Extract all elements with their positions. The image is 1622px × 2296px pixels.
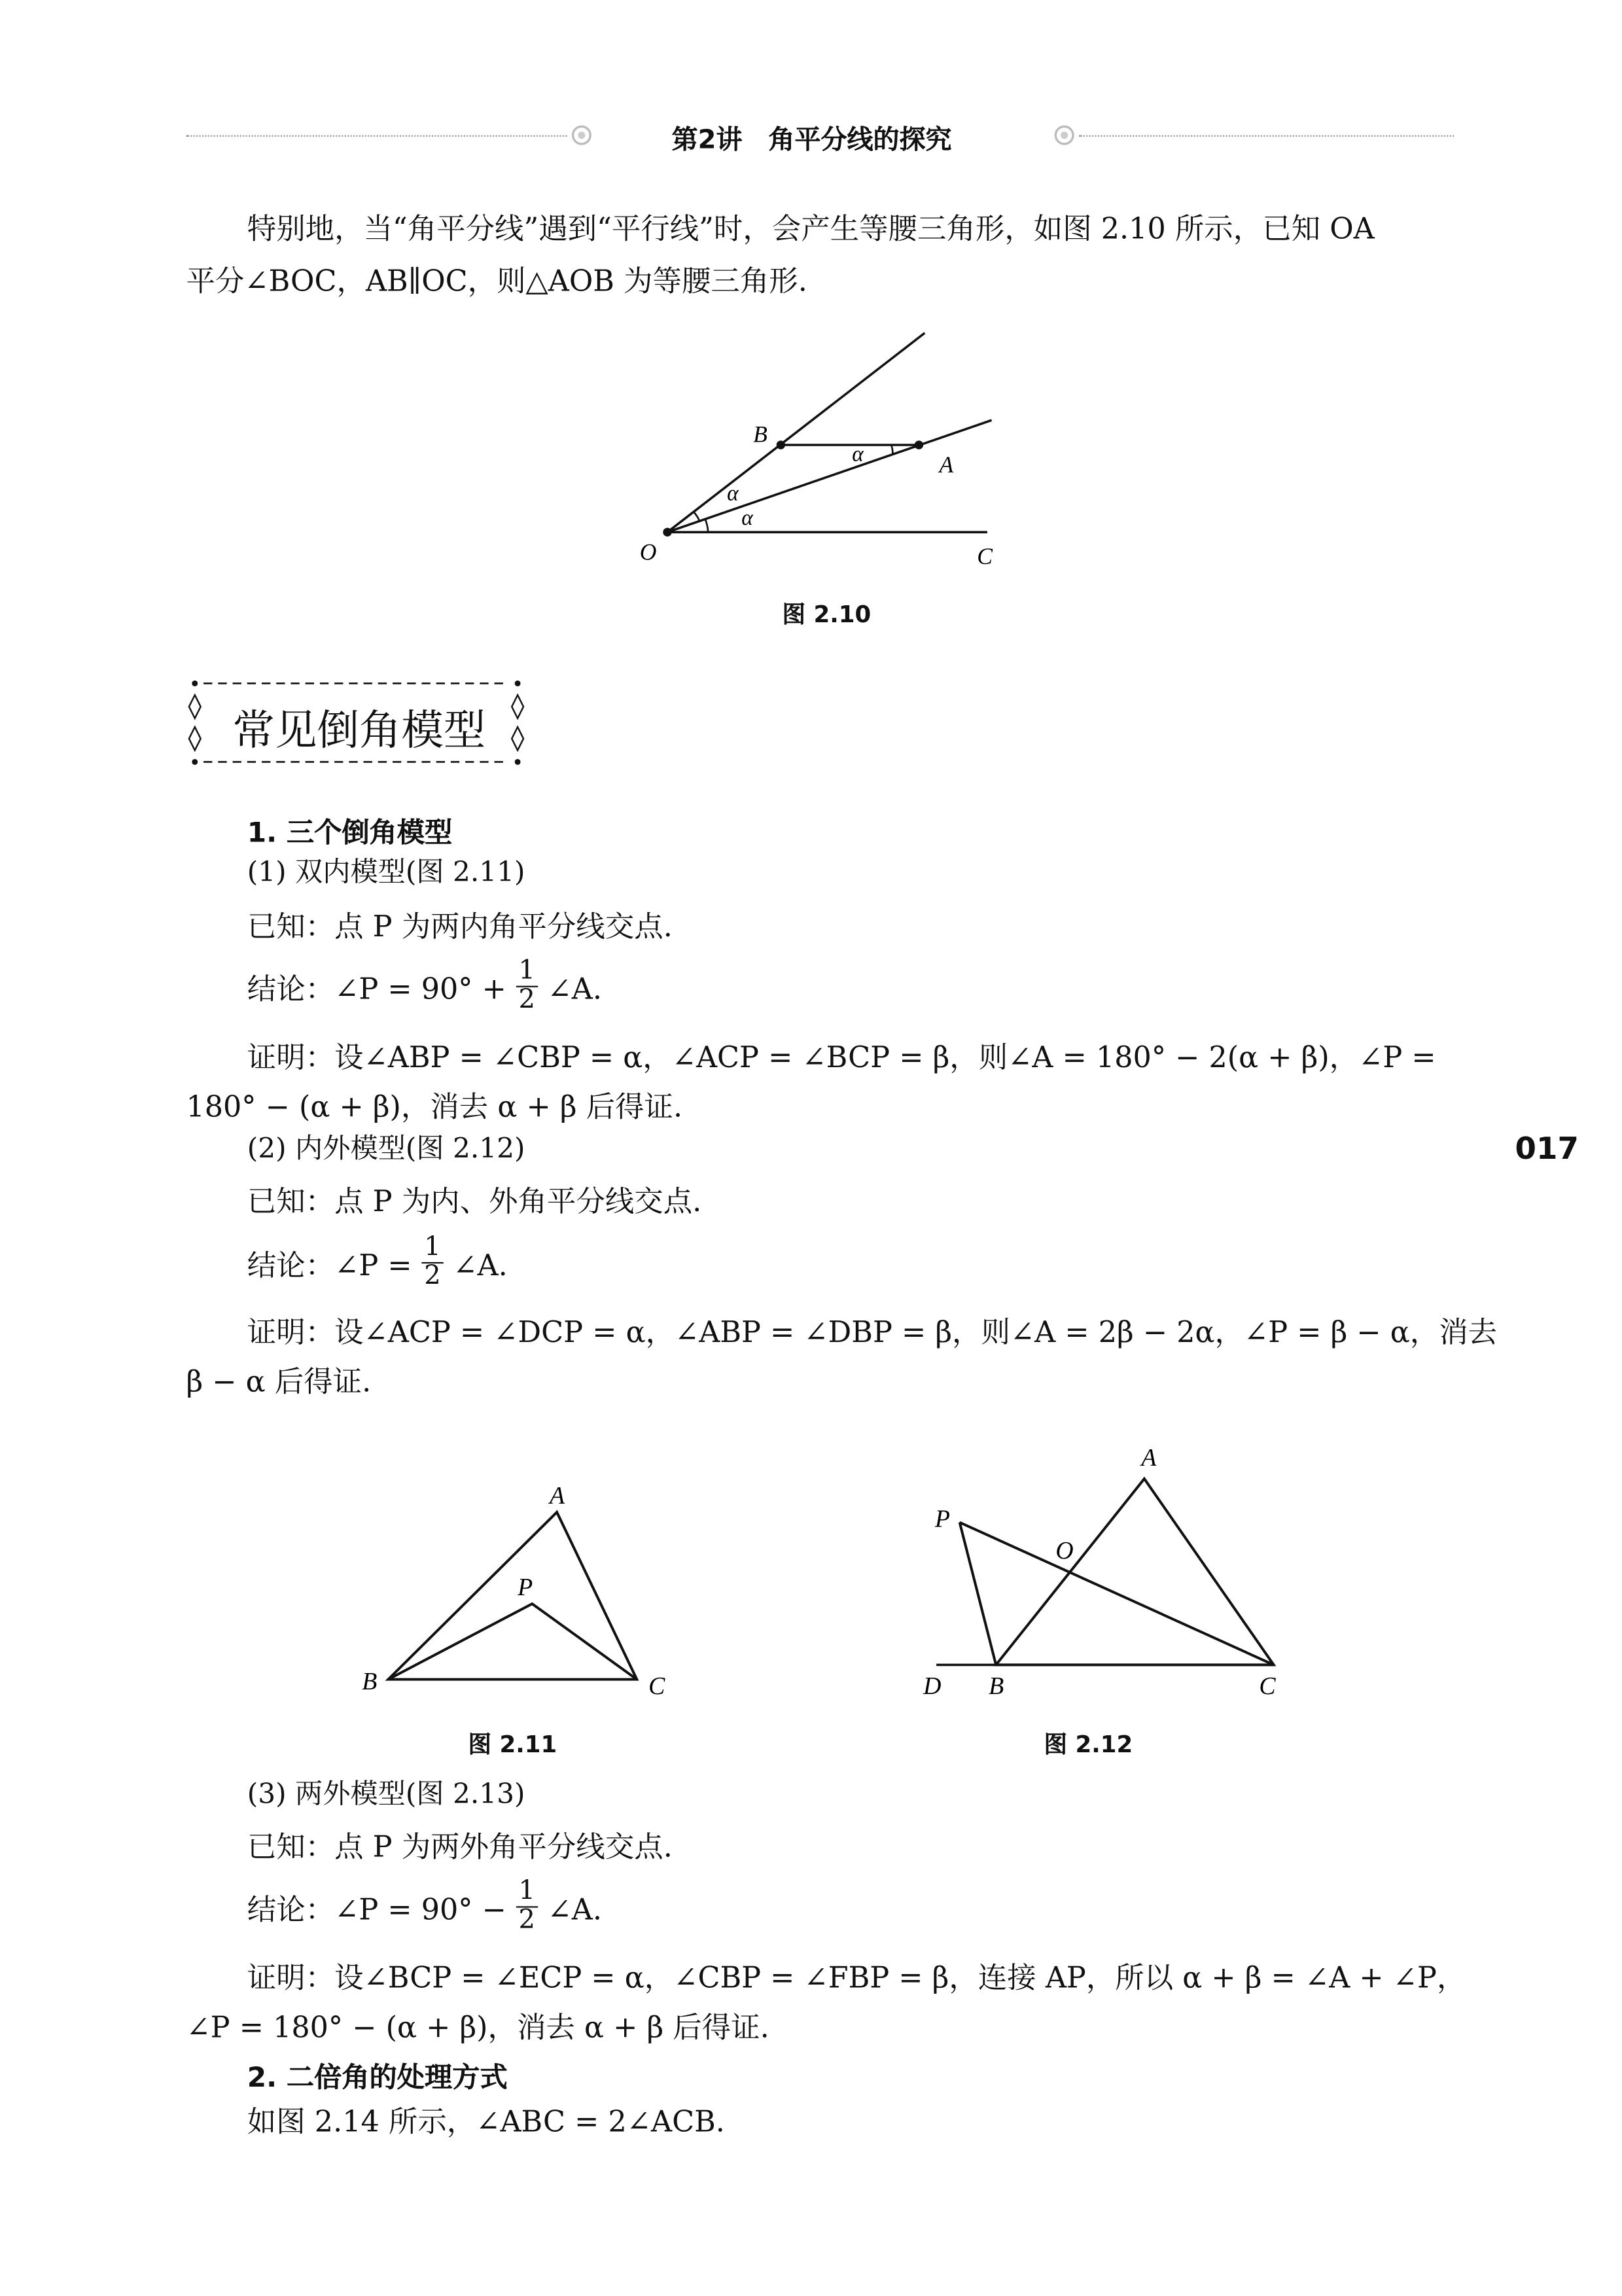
segment-pb bbox=[960, 1523, 996, 1665]
part1-heading: 1. 三个倒角模型 bbox=[247, 817, 453, 849]
model1-conclusion-text: 结论：∠P = 90° + bbox=[247, 971, 506, 1006]
part2-heading: 2. 二倍角的处理方式 bbox=[247, 2062, 508, 2094]
model3-known: 已知：点 P 为两外角平分线交点. bbox=[247, 1829, 673, 1864]
part2-line: 如图 2.14 所示，∠ABC = 2∠ACB. bbox=[247, 2104, 725, 2139]
model1-fraction-num: 1 bbox=[516, 959, 538, 987]
label-o: O bbox=[1055, 1537, 1074, 1565]
triangle-abc bbox=[996, 1479, 1273, 1665]
label-p: P bbox=[934, 1505, 950, 1533]
header-ornament-right-icon bbox=[1049, 122, 1078, 149]
figure-2-10 bbox=[626, 317, 1018, 578]
angle-arc-oa-oc bbox=[705, 519, 708, 532]
label-a: A bbox=[549, 1481, 565, 1510]
model2-conclusion-tail: ∠A. bbox=[453, 1247, 508, 1282]
header-rule-right bbox=[1079, 135, 1454, 137]
label-b: B bbox=[753, 421, 767, 448]
label-a: A bbox=[1141, 1443, 1157, 1472]
header-rule-left bbox=[186, 135, 567, 137]
point-b bbox=[777, 440, 785, 449]
model3-title: (3) 两外模型(图 2.13) bbox=[247, 1778, 525, 1810]
model2-fraction bbox=[421, 1231, 444, 1292]
model1-proof-line-2: 180° − (α + β)，消去 α + β 后得证. bbox=[186, 1089, 683, 1124]
model1-fraction bbox=[516, 955, 538, 1016]
model3-proof-line-2: ∠P = 180° − (α + β)，消去 α + β 后得证. bbox=[186, 2009, 769, 2045]
model3-fraction-den: 2 bbox=[518, 1905, 535, 1935]
point-a bbox=[915, 440, 923, 449]
intro-line-2: 平分∠BOC，AB∥OC，则△AOB 为等腰三角形. bbox=[186, 263, 807, 298]
model2-proof-line-1: 证明：设∠ACP = ∠DCP = α，∠ABP = ∠DBP = β，则∠A = 2β − 2α，∠P = β − α，消去 bbox=[247, 1314, 1498, 1350]
running-header-title: 第2讲 角平分线的探究 bbox=[671, 125, 952, 156]
label-c: C bbox=[1259, 1672, 1276, 1700]
model1-known: 已知：点 P 为两内角平分线交点. bbox=[247, 908, 673, 944]
figure-2-11 bbox=[349, 1476, 683, 1709]
label-b: B bbox=[362, 1668, 378, 1696]
angle-arc-at-a bbox=[891, 445, 892, 453]
model3-fraction bbox=[516, 1875, 538, 1935]
model1-conclusion bbox=[247, 955, 602, 1018]
label-alpha-upper: α bbox=[727, 481, 739, 506]
model2-fraction-num: 1 bbox=[421, 1235, 444, 1263]
model3-conclusion-tail: ∠A. bbox=[547, 1892, 602, 1927]
model3-conclusion bbox=[247, 1875, 602, 1938]
ray-ob bbox=[667, 333, 925, 532]
model2-proof-line-2: β − α 后得证. bbox=[186, 1364, 372, 1399]
intro-line-1: 特别地，当“角平分线”遇到“平行线”时，会产生等腰三角形，如图 2.10 所示，已知 OA bbox=[247, 211, 1375, 246]
angle-arc-bo-oa bbox=[694, 512, 699, 520]
point-o bbox=[663, 528, 671, 537]
figure-2-12-caption: 图 2.12 bbox=[1044, 1730, 1133, 1758]
figure-2-11-caption: 图 2.11 bbox=[468, 1730, 557, 1758]
model2-title: (2) 内外模型(图 2.12) bbox=[247, 1133, 525, 1165]
model3-fraction-num: 1 bbox=[516, 1879, 538, 1907]
label-d: D bbox=[923, 1672, 942, 1700]
model1-fraction-den: 2 bbox=[518, 984, 535, 1016]
triangle-abc bbox=[388, 1512, 637, 1680]
model2-conclusion-text: 结论：∠P = bbox=[247, 1247, 412, 1282]
label-c: C bbox=[648, 1672, 665, 1700]
page-number: 017 bbox=[1515, 1131, 1579, 1167]
label-o: O bbox=[639, 539, 657, 565]
label-alpha-lower: α bbox=[741, 506, 753, 531]
model3-proof-line-1: 证明：设∠BCP = ∠ECP = α，∠CBP = ∠FBP = β，连接 AP，所以 α + β = ∠A + ∠P， bbox=[247, 1960, 1466, 1995]
model2-conclusion bbox=[247, 1231, 508, 1294]
model3-conclusion-text: 结论：∠P = 90° − bbox=[247, 1892, 506, 1927]
section-title: 常见倒角模型 bbox=[232, 705, 486, 755]
model2-fraction-den: 2 bbox=[424, 1260, 441, 1292]
model2-known: 已知：点 P 为内、外角平分线交点. bbox=[247, 1183, 702, 1219]
model1-proof-line-1: 证明：设∠ABP = ∠CBP = α，∠ACP = ∠BCP = β，则∠A = 180° − 2(α + β)，∠P = bbox=[247, 1039, 1436, 1075]
segment-pc bbox=[960, 1523, 1274, 1665]
label-p: P bbox=[518, 1573, 533, 1601]
label-c: C bbox=[977, 543, 993, 570]
label-alpha-a: α bbox=[852, 442, 864, 467]
model1-conclusion-tail: ∠A. bbox=[547, 971, 602, 1006]
label-b: B bbox=[989, 1672, 1004, 1700]
model1-title: (1) 双内模型(图 2.11) bbox=[247, 856, 525, 889]
figure-2-12 bbox=[916, 1439, 1294, 1708]
figure-2-10-caption: 图 2.10 bbox=[782, 600, 872, 628]
label-a: A bbox=[939, 451, 954, 478]
header-ornament-left-icon bbox=[567, 122, 596, 149]
